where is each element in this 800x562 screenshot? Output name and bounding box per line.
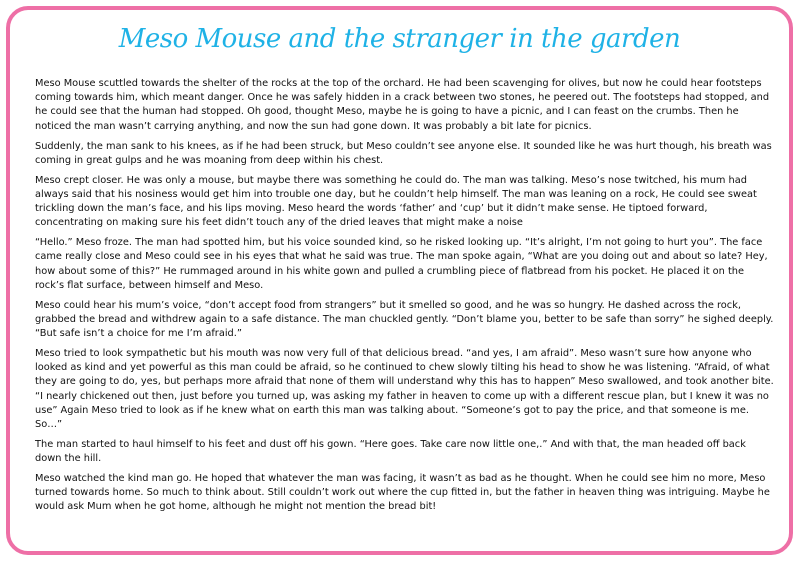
story-body [35, 77, 775, 520]
story-paragraph-5: Meso could hear his mum’s voice, “don’t accept food from strangers” but it smelled so good, and he was so hungry. He dashed across the rock, grabbed the bread and withdrew again to a safe distance. The man chuckled gently. “Don’t blame you, better to be safe than sorry” he sighed deeply. “But safe isn’t a choice for me I’m afraid.” [35, 299, 774, 339]
story-paragraph-4: “Hello.” Meso froze. The man had spotted him, but his voice sounded kind, so he risked looking up. “It’s alright, I’m not going to hurt you”. The face came really close and Meso could see in his eyes that what he said was true. The man spoke again, “What are you doing out and about so late? Hey, how about some of this?” He rummaged around in his white gown and pulled a crumbling piece of flatbread from his pocket. He placed it on the rock’s flat surface, between himself and Meso. [35, 237, 768, 291]
story-title: Meso Mouse and the stranger in the garden [118, 24, 681, 54]
story-paragraph-7: The man started to haul himself to his feet and dust off his gown. “Here goes. Take care now little one,.” And with that, the man headed off back down the hill. [35, 438, 746, 464]
story-paragraph-1: Meso Mouse scuttled towards the shelter of the rocks at the top of the orchard. He had been scavenging for olives, but now he could hear footsteps coming towards him, which meant danger. Once he was safely hidden in a crack between two stones, he peered out. The footsteps had stopped, and he could see that the human had stopped. Oh good, thought Meso, maybe he is going to have a picnic, and I can feast on the crumbs. Then he noticed the man wasn’t carrying anything, and now the sun had gone down. It was probably a bit late for picnics. [35, 78, 770, 132]
story-paragraph-2: Suddenly, the man sank to his knees, as if he had been struck, but Meso couldn’t see anyone else. It sounded like he was hurt though, his breath was coming in great gulps and he was moaning from deep within his chest. [35, 140, 772, 166]
story-paragraph-6: Meso tried to look sympathetic but his mouth was now very full of that delicious bread. “and yes, I am afraid”. Meso wasn’t sure how anyone who looked as kind and yet powerful as this man could be afraid, so he continued to chew slowly tilting his head to show he was listening. “Afraid, of what they are going to do, yes, but perhaps more afraid that none of them will understand why this has to happen” Meso swallowed, and took another bite. “I nearly chickened out then, just before you turned up, was asking my father in heaven to come up with a different rescue plan, but I knew it was no use” Again Meso tried to look as if he knew what on earth this man was talking about. “Someone’s got to pay the price, and that someone is me. So…” [35, 347, 774, 430]
story-paragraph-8: Meso watched the kind man go. He hoped that whatever the man was facing, it wasn’t as bad as he thought. When he could see him no more, Meso turned towards home. So much to think about. Still couldn’t work out where the cup fitted in, but the father in heaven thing was intriguing. Maybe he would ask Mum when he got home, although he might not mention the bread bit! [35, 472, 770, 513]
page-border-frame [6, 6, 793, 555]
story-paragraph-3: Meso crept closer. He was only a mouse, but maybe there was something he could do. The man was talking. Meso’s nose twitched, his mum had always said that his nosiness would get him into trouble one day, but he couldn’t help himself. The man was leaning on a rock, He could see sweat trickling down the man’s face, and his lips moving. Meso heard the words ‘father’ and ‘cup’ but it didn’t make sense. He tiptoed forward, concentrating on making sure his feet didn’t touch any of the dried leaves that might make a noise [35, 174, 757, 229]
